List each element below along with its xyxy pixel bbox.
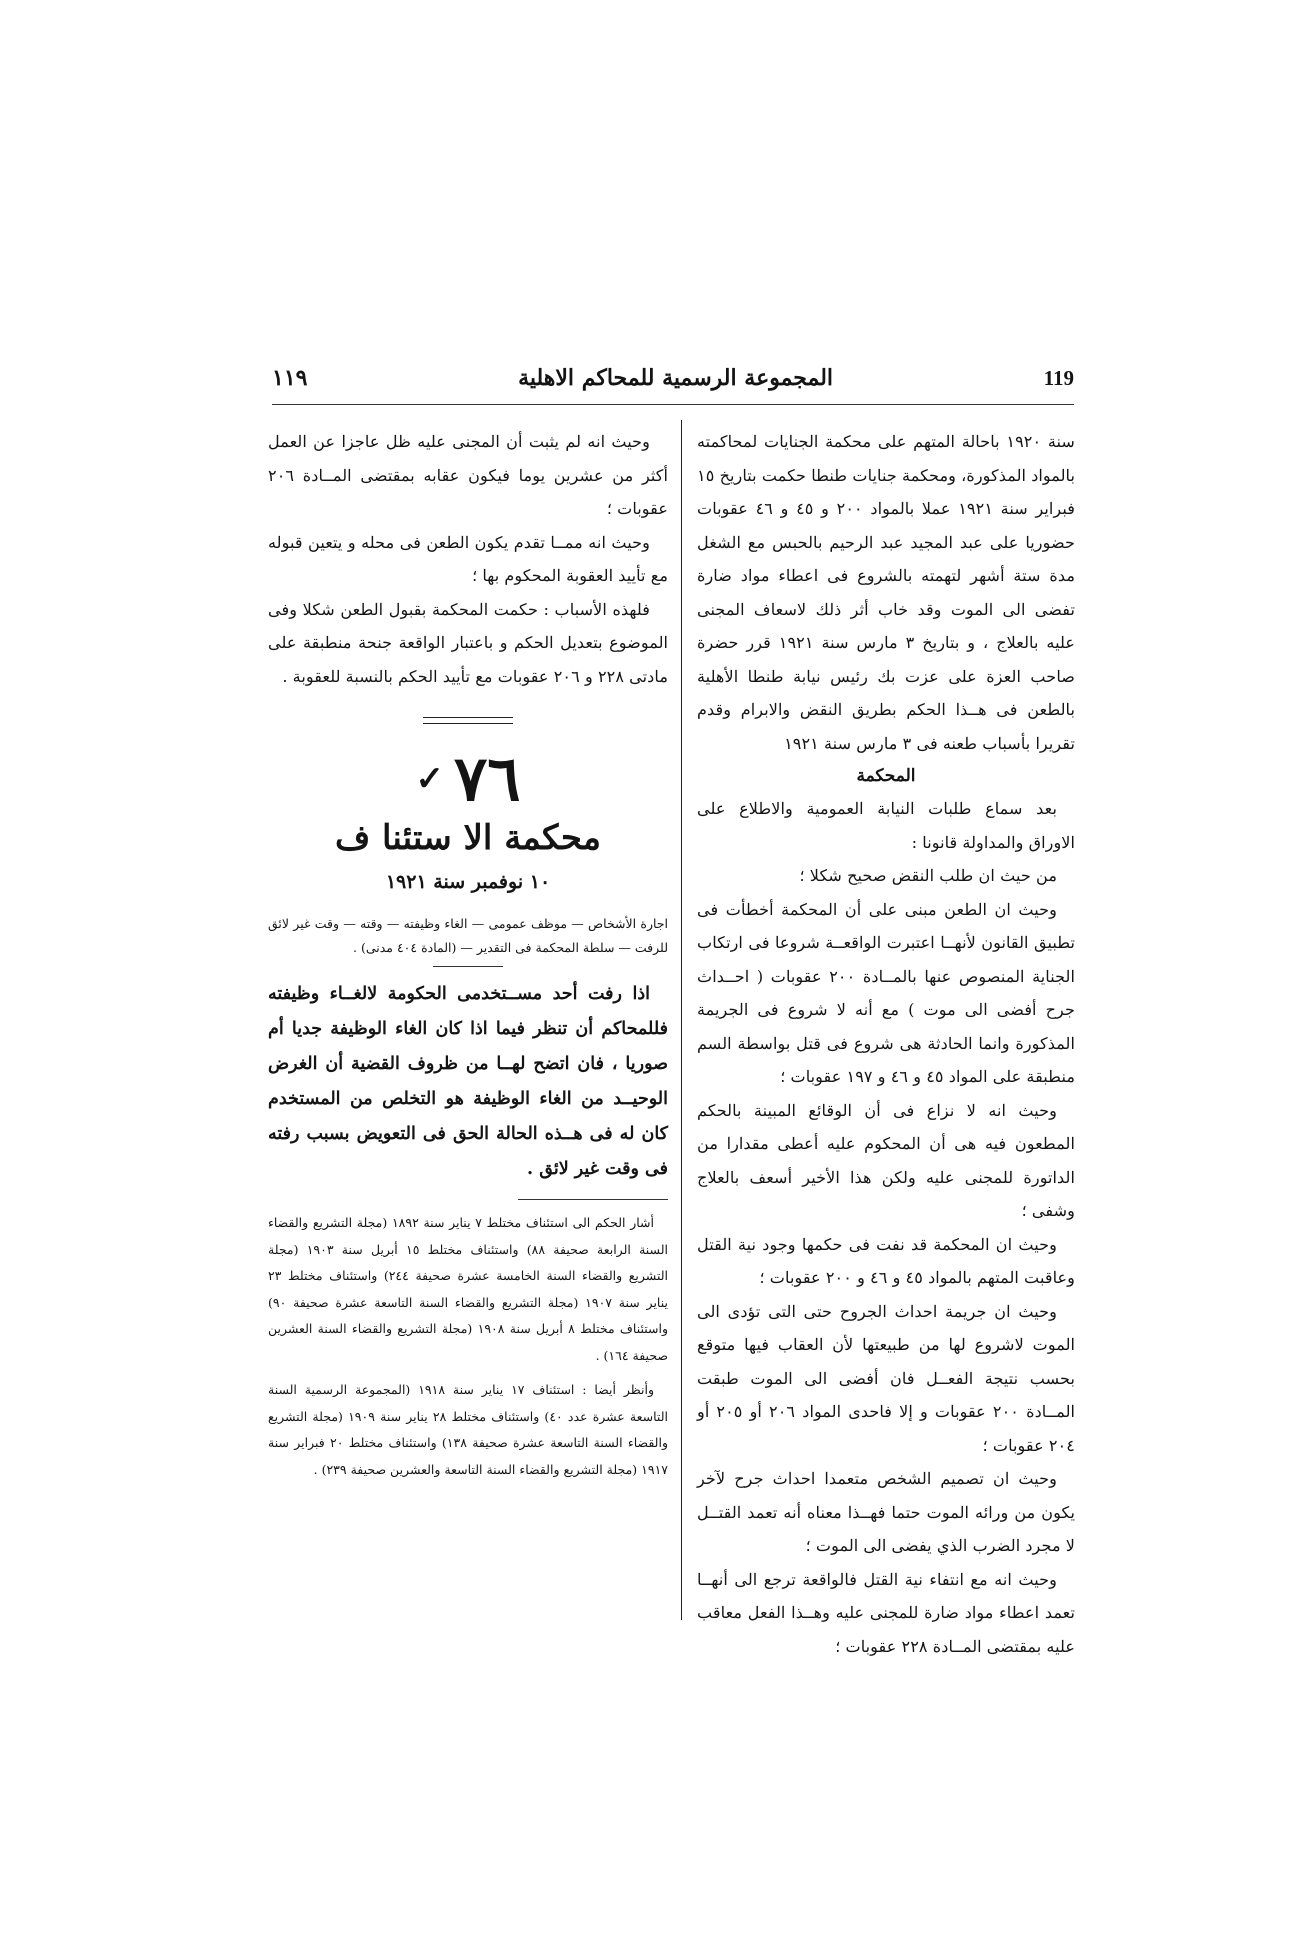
page-number-arabic: ١١٩ [272, 365, 308, 391]
right-column [697, 425, 1075, 1663]
case-summary: اذا رفت أحد مســتخدمى الحكومة لالغــاء وظيفته فللمحاكم أن تنظر فيما اذا كان الغاء الوظيفة جديا أم صوريا ، فان اتضح لهــا من ظروف القضية أن الغرض الوحيــد من الغاء الوظيفة هو التخلص من المستخدم كان له فى هــذه الحالة الحق فى التعويض بسبب رفته فى وقت غير لائق . [268, 984, 668, 1179]
court-name: محكمة الا ستئنا ف [334, 818, 602, 858]
footnote: أشار الحكم الى استئناف مختلط ٧ يناير سنة ١٨٩٢ (مجلة التشريع والقضاء السنة الرابعة صحيفة ٨٨) واستئناف مختلط ١٥ أبريل سنة ١٩٠٣ (مجلة التشريع والقضاء السنة الخامسة عشرة صحيفة ٢٤٤) واستئناف مختلط ٢٣ يناير سنة ١٩٠٧ (مجلة التشريع والقضاء السنة التاسعة عشرة صحيفة ٩٠) واستئناف مختلط ٨ أبريل سنة ١٩٠٨ (مجلة التشريع والقضاء السنة العشرين صحيفة ١٦٤) . [268, 1215, 669, 1363]
paragraph: وحيث ان المحكمة قد نفت فى حكمها وجود نية القتل وعاقبت المتهم بالمواد ٤٥ و ٤٦ و ٢٠٠ عقوبات ؛ [697, 1234, 1075, 1287]
page-header [272, 360, 1074, 396]
case-number-text: ٧٦ [453, 742, 521, 815]
paragraph: من حيث ان طلب النقض صحيح شكلا ؛ [799, 866, 1057, 885]
left-column [268, 425, 668, 1491]
keywords-rule [433, 966, 503, 967]
case-number [268, 744, 668, 814]
page-number-latin: 119 [1043, 365, 1074, 390]
paragraph: وحيث ان تصميم الشخص متعمدا احداث جرح لآخر يكون من ورائه الموت حتما فهــذا معناه أنه تعمد القتــل لا مجرد الضرب الذي يفضى الى الموت ؛ [697, 1469, 1075, 1555]
footnote: وأنظر أيضا : استئناف ١٧ يناير سنة ١٩١٨ (المجموعة الرسمية السنة التاسعة عشرة عدد ٤٠) واستئناف مختلط ٢٨ يناير سنة ١٩٠٩ (مجلة التشريع والقضاء السنة التاسعة عشرة صحيفة ١٣٨) واستئناف مختلط ٢٠ فبراير سنة ١٩١٧ (مجلة التشريع والقضاء السنة التاسعة والعشرين صحيفة ٢٣٩) . [268, 1382, 668, 1477]
paragraph: وحيث ان جريمة احداث الجروح حتى التى تؤدى الى الموت لاشروع لها من طبيعتها لأن العقاب فيها متوقع بحسب نتيجة الفعــل فان أفضى الى الموت طبقت المــادة ٢٠٠ عقوبات و إلا فاحدى المواد ٢٠٦ أو ٢٠٥ أو ٢٠٤ عقوبات ؛ [697, 1301, 1075, 1455]
check-mark-icon: ✓ [415, 759, 444, 799]
paragraph: وحيث انه لا نزاع فى أن الوقائع المبينة بالحكم المطعون فيه هى أن المحكوم عليه أعطى مقدارا من الداتورة للمجنى عليه ولكن هذا الأخير أسعف بالعلاج وشفى ؛ [697, 1100, 1075, 1220]
paragraph: بعد سماع طلبات النيابة العمومية والاطلاع على الاوراق والمداولة قانونا : [697, 799, 1075, 852]
paragraph: فلهذه الأسباب : حكمت المحكمة بقبول الطعن شكلا وفى الموضوع بتعديل الحكم و باعتبار الواقعة جنحة منطبقة على مادتى ٢٢٨ و ٢٠٦ عقوبات مع تأييد الحكم بالنسبة للعقوبة . [268, 599, 668, 686]
paragraph: وحيث ان الطعن مبنى على أن المحكمة أخطأت فى تطبيق القانون لأنهــا اعتبرت الواقعــة شروعا فى ارتكاب الجناية المنصوص عنها بالمــادة ٢٠٠ عقوبات ( احــداث جرح أفضى الى موت ) مع أنه لا شروع فى الجريمة المذكورة وانما الحادثة هى شروع فى قتل بواسطة السم منطبقة على المواد ٤٥ و ٤٦ و ١٩٧ عقوبات ؛ [697, 899, 1075, 1086]
running-title: المجموعة الرسمية للمحاكم الاهلية [518, 365, 834, 391]
paragraph: وحيث انه لم يثبت أن المجنى عليه ظل عاجزا عن العمل أكثر من عشرين يوما فيكون عقابه بمقتضى المــادة ٢٠٦ عقوبات ؛ [268, 432, 668, 518]
paragraph: وحيث انه ممــا تقدم يكون الطعن فى محله و يتعين قبوله مع تأييد العقوبة المحكوم بها ؛ [268, 532, 668, 585]
paragraph: وحيث انه مع انتفاء نية القتل فالواقعة ترجع الى أنهــا تعمد اعطاء مواد ضارة للمجنى عليه وهــذا الفعل معاقب عليه بمقتضى المــادة ٢٢٨ عقوبات ؛ [697, 1569, 1075, 1656]
footnote-rule [518, 1199, 668, 1200]
paragraph: سنة ١٩٢٠ باحالة المتهم على محكمة الجنايات لمحاكمته بالمواد المذكورة، ومحكمة جنايات طنطا حكمت بتاريخ ١٥ فبراير سنة ١٩٢١ عملا بالمواد ٢٠٠ و ٤٥ و ٤٦ عقوبات حضوريا على عبد المجيد عبد الرحيم بالحبس مع الشغل مدة ستة أشهر لتهمته بالشروع فى اعطاء مواد ضارة تفضى الى الموت وقد خاب أثر ذلك لاسعاف المجنى عليه بالعلاج ، و بتاريخ ٣ مارس سنة ١٩٢١ قرر حضرة صاحب العزة على عزت بك رئيس نيابة طنطا الأهلية بالطعن فى هــذا الحكم بطريق النقض والابرام وقدم تقريرا بأسباب طعنه فى ٣ مارس سنة ١٩٢١ [697, 432, 1075, 753]
column-divider [681, 420, 682, 1620]
section-separator [423, 717, 513, 724]
header-rule [272, 404, 1074, 405]
section-heading: المحكمة [856, 766, 916, 786]
keywords: اجارة الأشخاص — موظف عمومى — الغاء وظيفته — وقته — وقت غير لائق للرفت — سلطة المحكمة فى التقدير — (المادة ٤٠٤ مدنى) . [268, 916, 668, 955]
judgment-date: ١٠ نوفمبر سنة ١٩٢١ [385, 871, 551, 893]
